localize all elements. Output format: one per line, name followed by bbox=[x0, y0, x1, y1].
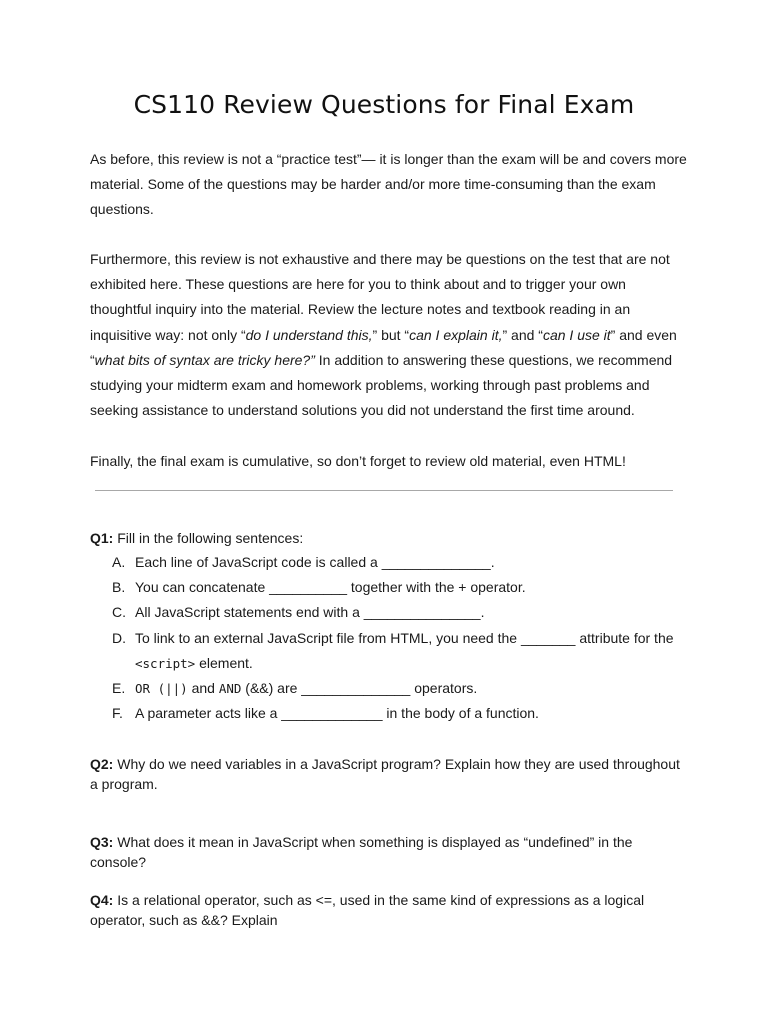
question-3-label: Q3: bbox=[90, 834, 114, 850]
question-4 bbox=[90, 890, 690, 930]
question-1-text: Fill in the following sentences: bbox=[113, 530, 304, 546]
question-4-text: Is a relational operator, such as <=, used in the same kind of expressions as a logical operator, such as &&? Explain bbox=[90, 892, 645, 928]
list-item-text-end: element. bbox=[195, 654, 253, 671]
list-letter: A. bbox=[112, 554, 126, 570]
question-2 bbox=[90, 754, 690, 794]
list-item-e bbox=[90, 676, 690, 701]
list-item-and: and bbox=[187, 680, 219, 697]
intro-p2-italic-2: can I explain it, bbox=[409, 326, 503, 343]
list-item-text: Each line of JavaScript code is called a ______________. bbox=[135, 554, 495, 570]
question-1-heading bbox=[90, 528, 690, 548]
intro-p2-text-a: Furthermore, this review is not exhaustive and there may be questions on the test that are not exhibited here. These questions are here for you to think about and to trigger your own thoughtful inquiry into the material. Review the lecture notes and textbook reading in an inquisitive way: not only “ bbox=[90, 251, 670, 343]
list-item-b bbox=[90, 575, 690, 600]
horizontal-divider bbox=[95, 490, 673, 491]
list-letter: B. bbox=[112, 579, 126, 596]
question-1-label: Q1: bbox=[90, 530, 114, 546]
list-item-c bbox=[90, 600, 690, 625]
list-item-a bbox=[90, 550, 690, 575]
question-4-label: Q4: bbox=[90, 892, 114, 908]
question-3 bbox=[90, 832, 690, 872]
question-2-text: Why do we need variables in a JavaScript program? Explain how they are used throughout a program. bbox=[90, 756, 680, 792]
list-item-text: (&&) are ______________ operators. bbox=[241, 680, 478, 697]
list-item-text: To link to an external JavaScript file from HTML, you need the _______ attribute for the bbox=[135, 629, 674, 646]
page-title: CS110 Review Questions for Final Exam bbox=[133, 90, 635, 119]
code-or: OR (||) bbox=[135, 681, 188, 697]
intro-paragraph-3: Finally, the final exam is cumulative, so don’t forget to review old material, even HTML! bbox=[90, 453, 626, 469]
list-item-f bbox=[90, 701, 690, 726]
intro-p2-text-d: ” and even “ bbox=[90, 326, 677, 368]
intro-p2-italic-3: can I use it bbox=[542, 326, 611, 343]
list-item-d bbox=[90, 626, 690, 676]
list-item-text: A parameter acts like a _____________ in the body of a function. bbox=[135, 705, 539, 722]
question-2-label: Q2: bbox=[90, 756, 114, 772]
question-1-list bbox=[90, 550, 690, 726]
list-letter: C. bbox=[112, 604, 126, 621]
list-letter: E. bbox=[112, 680, 126, 697]
question-3-text: What does it mean in JavaScript when something is displayed as “undefined” in the console? bbox=[90, 834, 633, 870]
intro-p2-text-e: In addition to answering these questions, we recommend studying your midterm exam and homework problems, working through past problems and seeking assistance to understand solutions you did not understand the first time around. bbox=[90, 351, 673, 419]
intro-p2-text-b: ” but “ bbox=[372, 326, 410, 343]
intro-paragraph-1: As before, this review is not a “practice test”— it is longer than the exam will be and covers more material. Some of the questions may be harder and/or more time-consuming than the exam questions. bbox=[90, 151, 687, 218]
intro-p2-italic-1: do I understand this, bbox=[245, 326, 373, 343]
code-and: AND bbox=[218, 681, 242, 697]
intro-paragraph-2 bbox=[90, 247, 690, 423]
list-letter: F. bbox=[112, 705, 123, 722]
list-item-text: You can concatenate __________ together with the + operator. bbox=[135, 579, 526, 596]
intro-p2-italic-4: what bits of syntax are tricky here?” bbox=[94, 351, 315, 368]
list-letter: D. bbox=[112, 629, 126, 646]
intro-p2-text-c: ” and “ bbox=[502, 326, 543, 343]
code-script-tag: <script> bbox=[135, 655, 196, 671]
list-item-text: All JavaScript statements end with a _______________. bbox=[135, 604, 485, 621]
